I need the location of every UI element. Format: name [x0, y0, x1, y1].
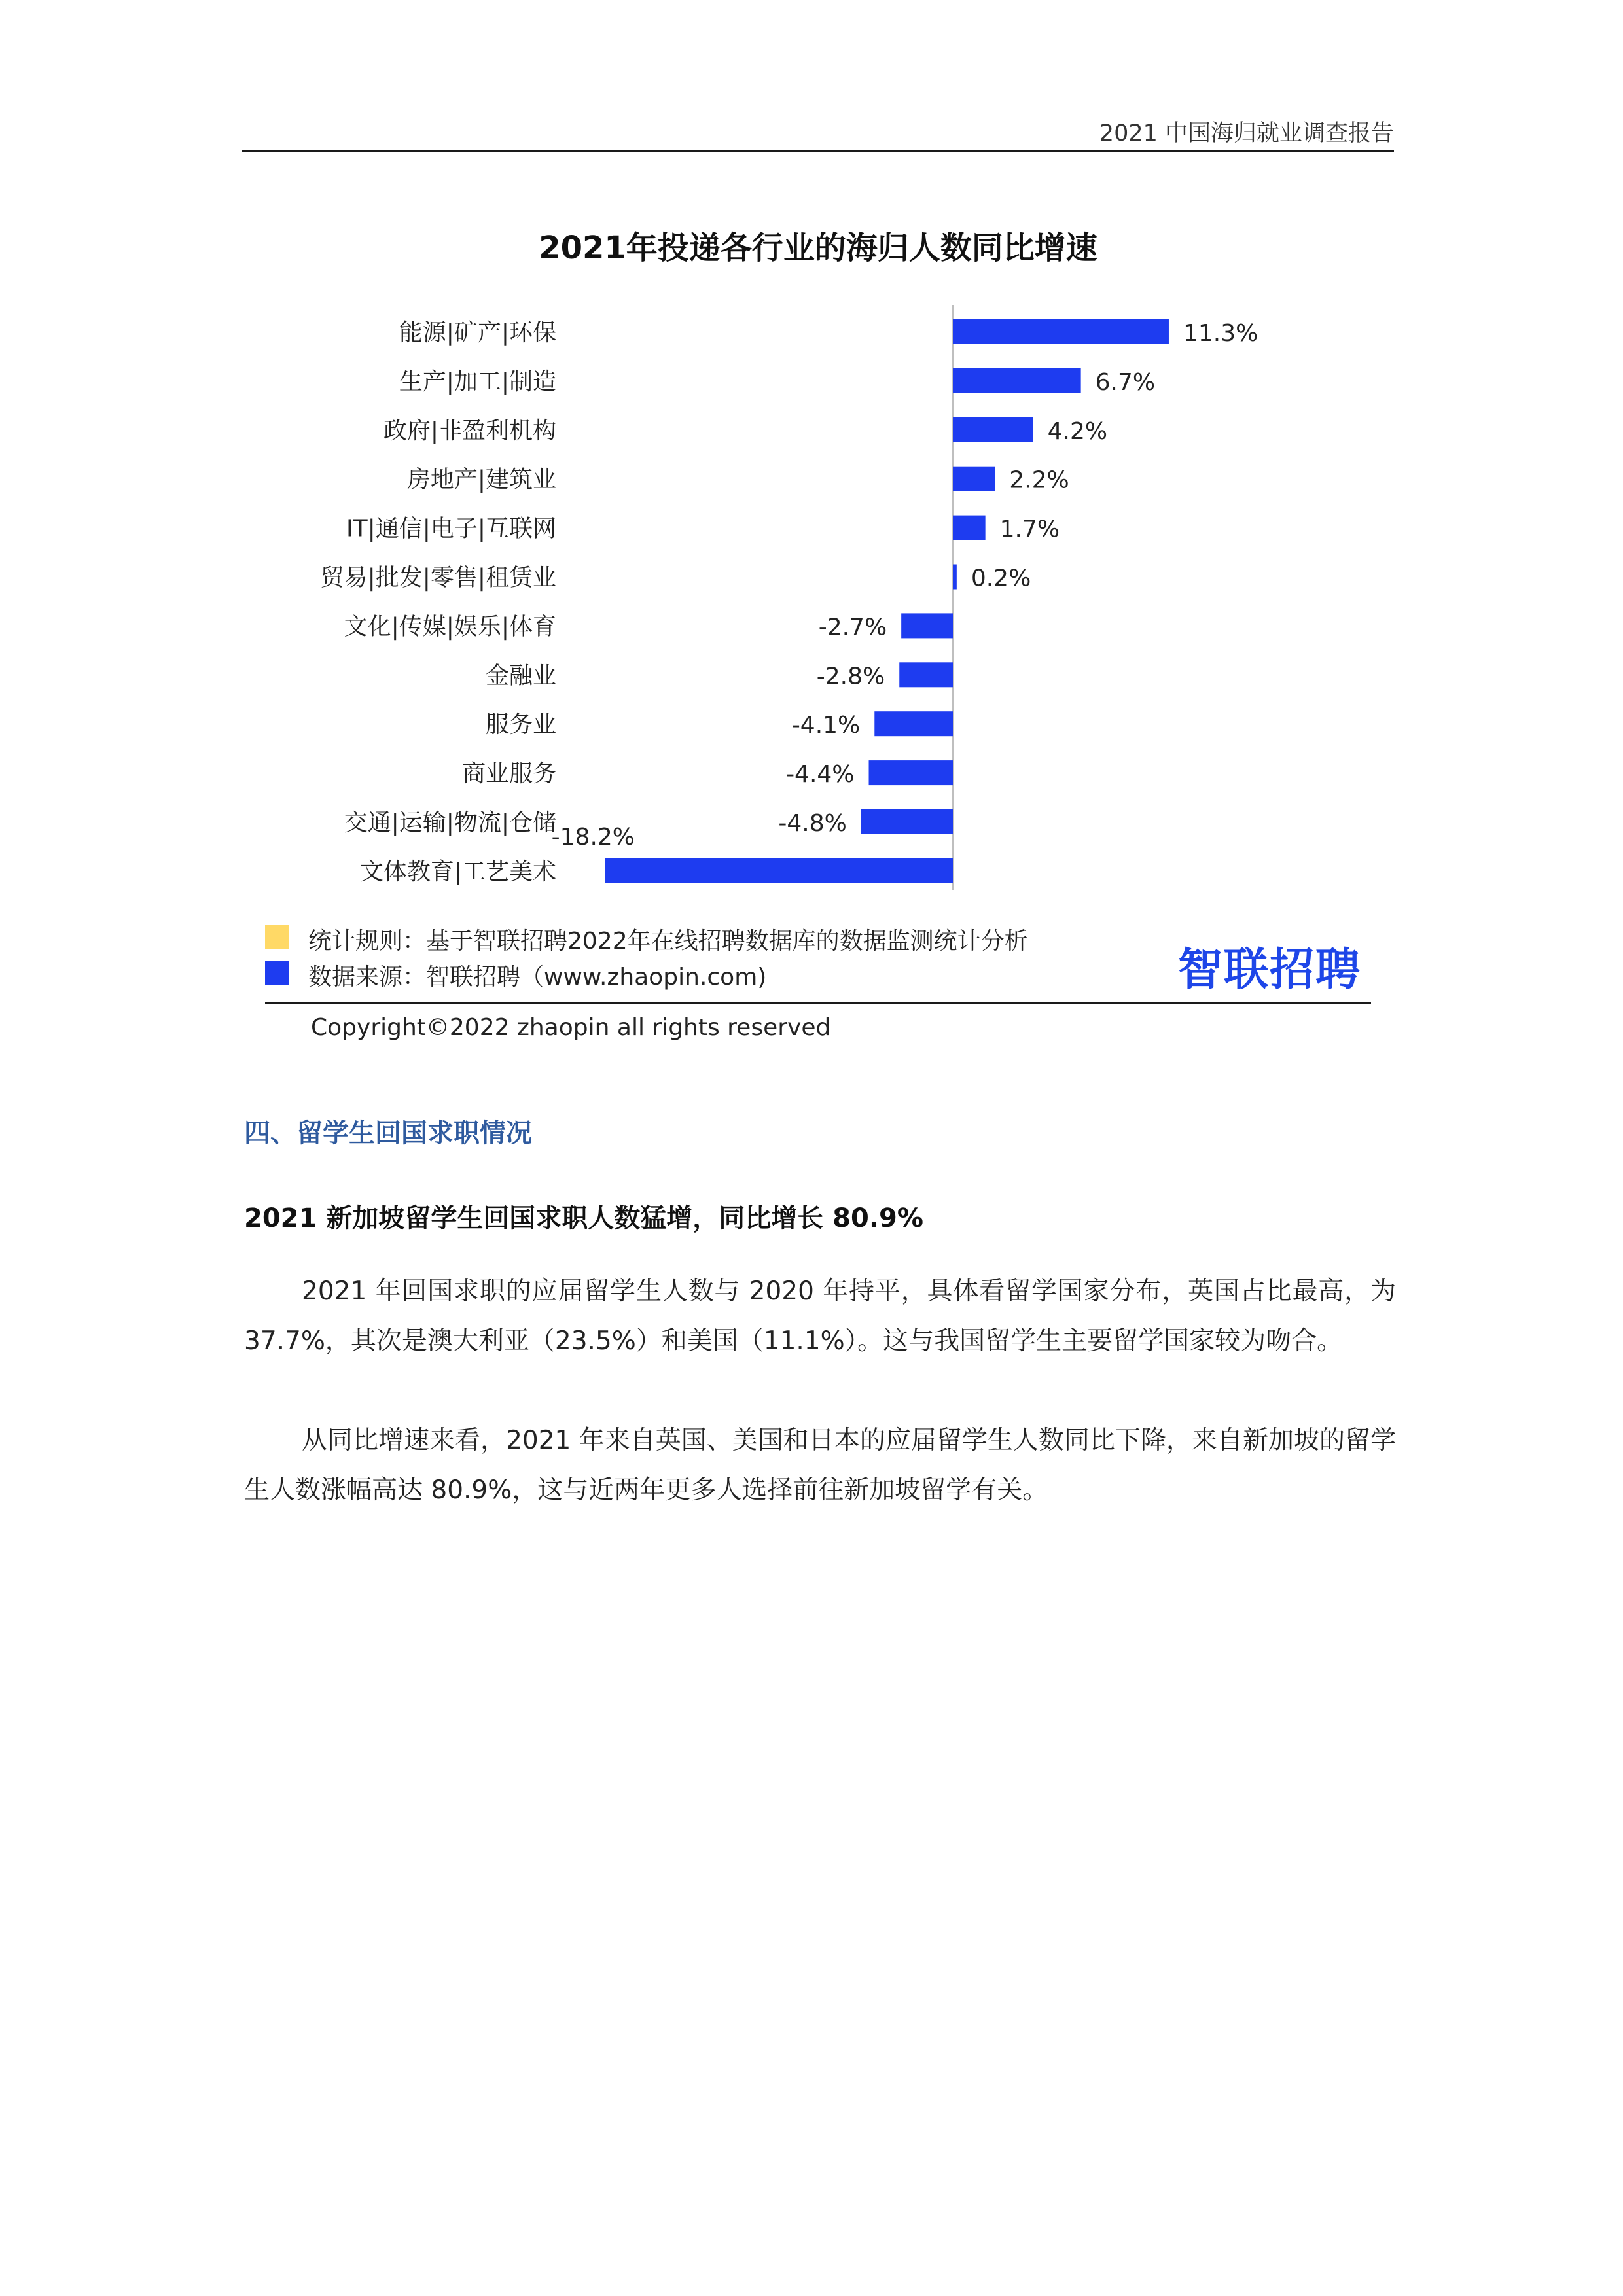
bar: [861, 809, 953, 834]
value-label: 1.7%: [999, 516, 1060, 543]
value-label: -4.4%: [786, 761, 855, 788]
value-label: -4.8%: [778, 810, 847, 837]
bar: [874, 711, 953, 736]
value-label: 11.3%: [1183, 320, 1258, 347]
category-label: 文化|传媒|娱乐|体育: [344, 613, 556, 641]
legend-rule-text: 统计规则：基于智联招聘2022年在线招聘数据库的数据监测统计分析: [308, 928, 1028, 955]
category-label: 生产|加工|制造: [399, 368, 556, 395]
category-label: 服务业: [485, 711, 556, 739]
category-label: 政府|非盈利机构: [383, 417, 556, 444]
section-heading: 四、留学生回国求职情况: [244, 1118, 532, 1148]
chart-title: 2021年投递各行业的海归人数同比增速: [539, 230, 1097, 266]
paragraph-1: 2021 年回国求职的应届留学生人数与 2020 年持平，具体看留学国家分布，英国占比最高，为 37.7%，其次是澳大利亚（23.5%）和美国（11.1%）。这与我国留学生主要留学国家较为吻合。: [244, 1277, 1396, 1356]
legend-source-text: 数据来源：智联招聘（www.zhaopin.com): [308, 964, 767, 991]
bar: [953, 368, 1081, 393]
value-label: 4.2%: [1047, 417, 1108, 445]
value-label: -18.2%: [551, 823, 635, 851]
bar: [953, 319, 1169, 344]
value-label: 6.7%: [1095, 368, 1156, 396]
category-label: 房地产|建筑业: [406, 466, 556, 493]
bar: [953, 417, 1033, 442]
value-label: -4.1%: [791, 712, 861, 739]
category-label: 交通|运输|物流|仓储: [344, 809, 556, 836]
zhaopin-logo: [1178, 934, 1361, 998]
bar: [899, 662, 953, 687]
subheading: 2021 新加坡留学生回国求职人数猛增，同比增长 80.9%: [244, 1203, 923, 1233]
copyright: Copyright©2022 zhaopin all rights reserved: [311, 1014, 831, 1041]
category-label: 文体教育|工艺美术: [359, 858, 556, 885]
value-label: -2.8%: [816, 663, 885, 690]
brand-text: 智联招聘: [1178, 944, 1362, 996]
header-title: 2021 中国海归就业调查报告: [1099, 120, 1394, 147]
paragraph-2: 从同比增速来看，2021 年来自英国、美国和日本的应届留学生人数同比下降，来自新加坡的留学生人数涨幅高达 80.9%，这与近两年更多人选择前往新加坡留学有关。: [244, 1426, 1396, 1505]
legend-swatch-rule: [265, 925, 289, 949]
bar: [953, 516, 986, 540]
category-label: 能源|矿产|环保: [399, 319, 556, 346]
value-label: 0.2%: [971, 565, 1031, 592]
bar: [869, 760, 953, 785]
bar: [953, 565, 957, 590]
value-label: 2.2%: [1009, 467, 1069, 494]
legend-divider: [265, 1002, 1371, 1004]
category-label: 商业服务: [461, 760, 556, 788]
legend-swatch-source: [265, 961, 289, 985]
bar: [605, 858, 953, 883]
category-label: IT|通信|电子|互联网: [346, 515, 556, 542]
bar: [953, 467, 995, 491]
bar-chart: [0, 0, 1623, 929]
value-label: -2.7%: [818, 614, 887, 641]
category-label: 金融业: [485, 662, 556, 690]
bar: [901, 613, 953, 638]
category-label: 贸易|批发|零售|租赁业: [320, 564, 556, 592]
